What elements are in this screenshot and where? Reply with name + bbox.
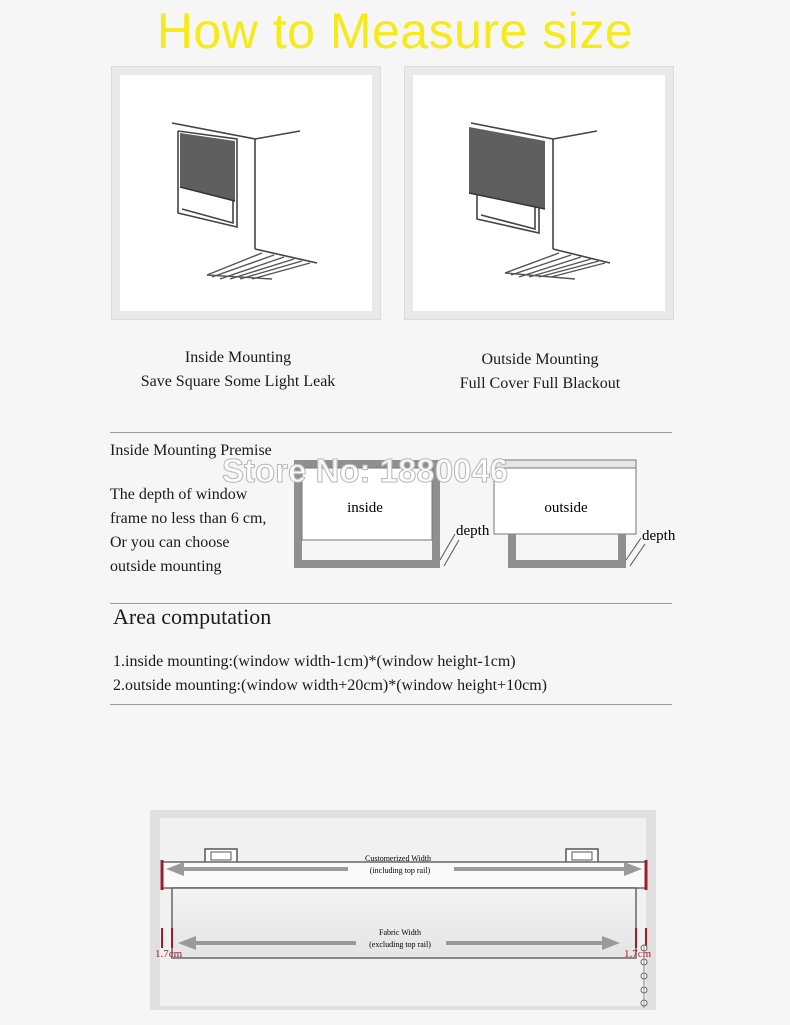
- premise-line: Or you can choose: [110, 534, 230, 551]
- depth-label: depth: [642, 528, 676, 544]
- outside-mounting-desc: Full Cover Full Blackout: [459, 375, 621, 392]
- customized-width-label: Customerized Width: [365, 854, 431, 863]
- depth-label: depth: [456, 523, 490, 539]
- including-top-rail-label: (including top rail): [369, 866, 431, 875]
- inside-label: inside: [347, 500, 383, 516]
- premise-line: outside mounting: [110, 558, 222, 575]
- excluding-top-rail-label: (excluding top rail): [369, 940, 431, 949]
- premise-line: The depth of window: [110, 486, 248, 503]
- premise-line: frame no less than 6 cm,: [110, 510, 267, 527]
- formula-inside: 1.inside mounting:(window width-1cm)*(window height-1cm): [113, 653, 516, 670]
- inside-mounting-label: Inside Mounting: [184, 349, 292, 366]
- area-title: Area computation: [113, 604, 272, 629]
- outside-label: outside: [544, 500, 588, 516]
- formula-outside: 2.outside mounting:(window width+20cm)*(window height+10cm): [113, 677, 547, 694]
- inside-mounting-desc: Save Square Some Light Leak: [140, 373, 336, 390]
- outside-mounting-label: Outside Mounting: [481, 351, 599, 368]
- page-title: How to Measure size: [156, 3, 634, 59]
- store-watermark: Store No: 1880046: [222, 452, 509, 489]
- premise-title: Inside Mounting Premise: [110, 442, 272, 459]
- left-margin-label: 1.7cm: [155, 948, 183, 960]
- fabric-width-label: Fabric Width: [379, 928, 421, 937]
- right-margin-label: 1.7cm: [624, 948, 652, 960]
